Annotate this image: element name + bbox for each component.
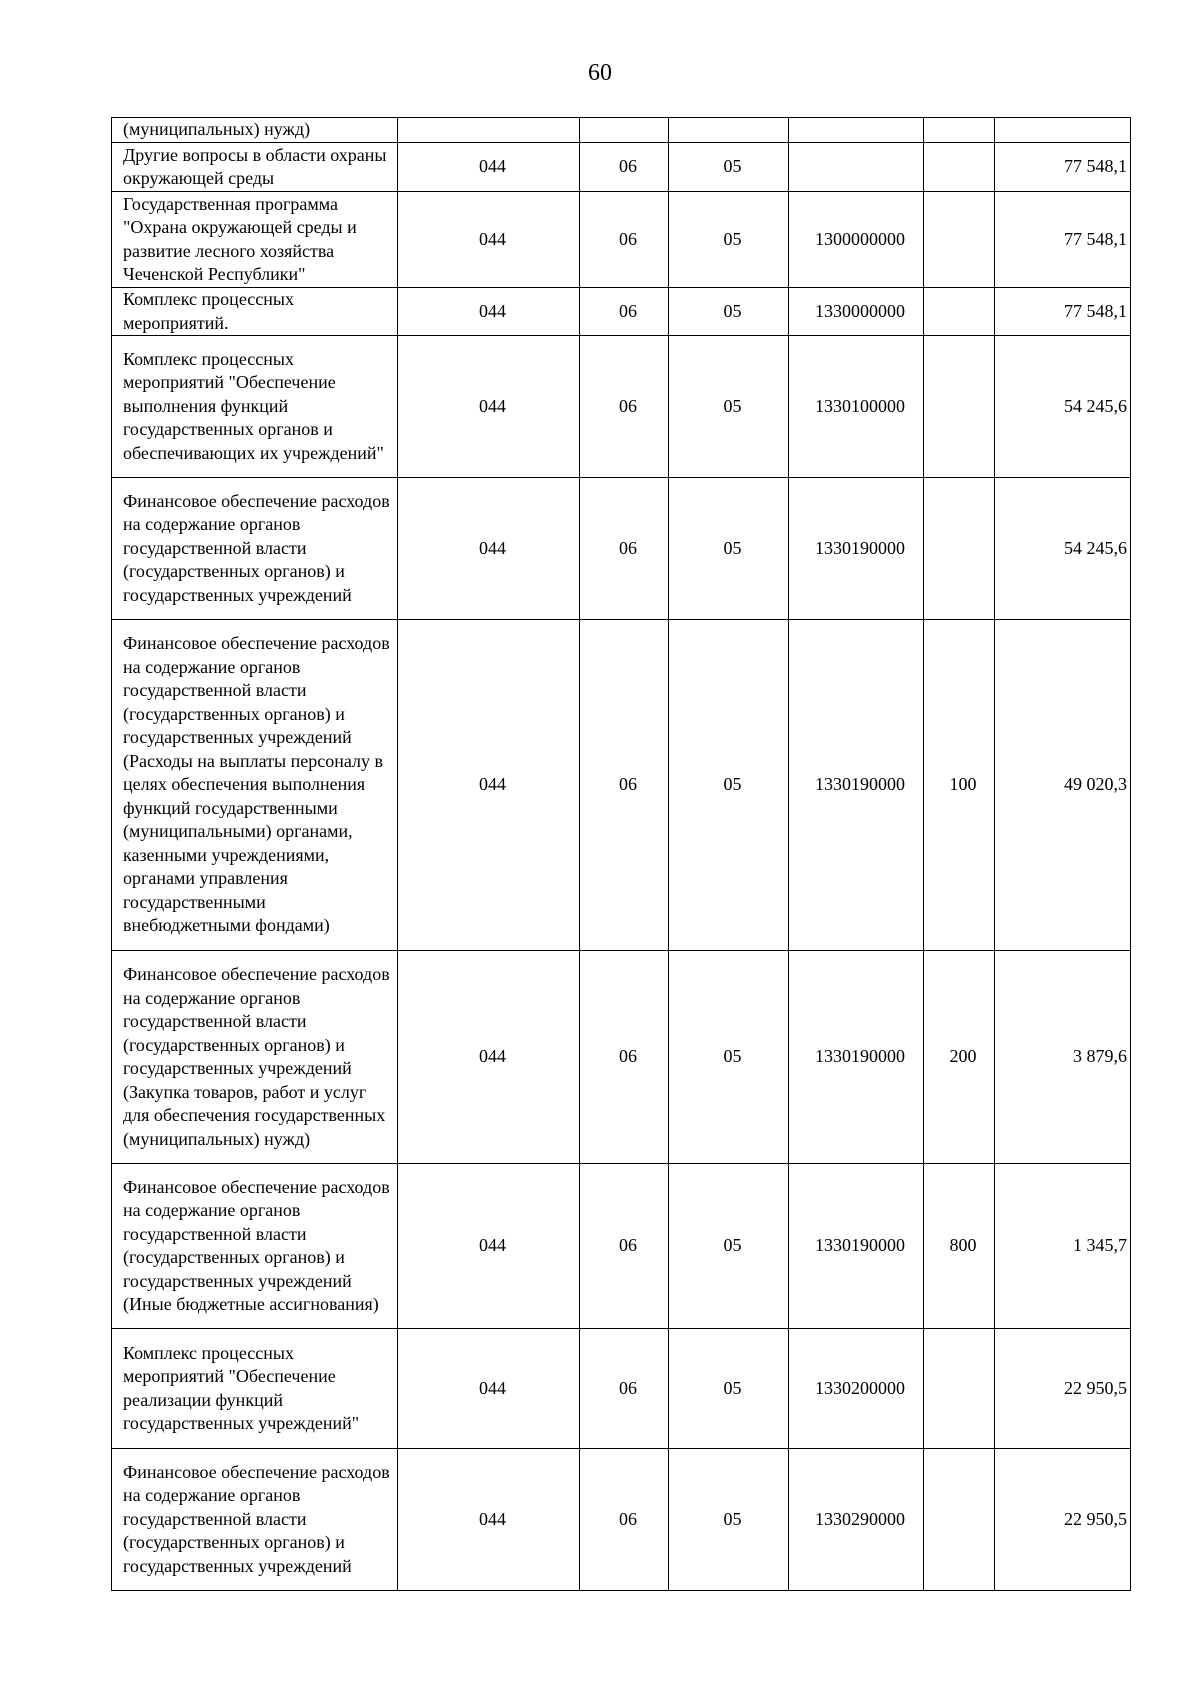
expense-type-cell [924,1449,995,1591]
section-code-cell: 06 [580,951,669,1164]
target-item-cell: 1330190000 [789,951,924,1164]
expense-type-cell [924,336,995,478]
ministry-code-cell: 044 [398,288,580,336]
target-item-cell: 1330200000 [789,1329,924,1449]
expense-name-cell: Финансовое обеспечение расходов на содержание органов государственной власти (государственных органов) и государственных учреждений (Иные бюджетные ассигнования) [112,1164,398,1329]
ministry-code-cell: 044 [398,478,580,620]
ministry-code-cell: 044 [398,1449,580,1591]
expense-name-cell: Комплекс процессных мероприятий. [112,288,398,336]
table-row [112,143,1131,192]
section-code-cell: 06 [580,143,669,192]
ministry-code-cell: 044 [398,951,580,1164]
subsection-code-cell: 05 [669,143,789,192]
ministry-code-cell: 044 [398,1164,580,1329]
section-code-cell: 06 [580,1164,669,1329]
table-row [112,1164,1131,1329]
amount-cell: 22 950,5 [995,1449,1131,1591]
subsection-code-cell: 05 [669,336,789,478]
expense-name-cell: (муниципальных) нужд) [112,118,398,143]
ministry-code-cell: 044 [398,192,580,288]
section-code-cell: 06 [580,336,669,478]
target-item-cell: 1330290000 [789,1449,924,1591]
table-row [112,1449,1131,1591]
section-code-cell [580,118,669,143]
amount-cell: 54 245,6 [995,478,1131,620]
expense-name-cell: Государственная программа "Охрана окружающей среды и развитие лесного хозяйства Чеченской Республики" [112,192,398,288]
section-code-cell: 06 [580,620,669,951]
page-number: 60 [588,60,612,86]
expense-type-cell [924,192,995,288]
subsection-code-cell: 05 [669,478,789,620]
expense-name-cell: Комплекс процессных мероприятий "Обеспечение реализации функций государственных учреждений" [112,1329,398,1449]
table-row [112,192,1131,288]
section-code-cell: 06 [580,288,669,336]
subsection-code-cell [669,118,789,143]
amount-cell [995,118,1131,143]
expense-name-cell: Другие вопросы в области охраны окружающей среды [112,143,398,192]
target-item-cell: 1330100000 [789,336,924,478]
expense-name-cell: Финансовое обеспечение расходов на содержание органов государственной власти (государственных органов) и государственных учреждений (Закупка товаров, работ и услуг для обеспечения государственных (муниципальных) нужд) [112,951,398,1164]
table-row [112,336,1131,478]
target-item-cell [789,118,924,143]
table-row [112,620,1131,951]
target-item-cell: 1330190000 [789,478,924,620]
section-code-cell: 06 [580,1329,669,1449]
budget-table [111,117,1131,1591]
expense-type-cell: 200 [924,951,995,1164]
amount-cell: 22 950,5 [995,1329,1131,1449]
target-item-cell: 1300000000 [789,192,924,288]
target-item-cell: 1330190000 [789,1164,924,1329]
expense-name-cell: Финансовое обеспечение расходов на содержание органов государственной власти (государственных органов) и государственных учреждений (Расходы на выплаты персоналу в целях обеспечения выполнения функций государственными (муниципальными) органами, казенными учреждениями, органами управления государственными внебюджетными фондами) [112,620,398,951]
table-row [112,951,1131,1164]
target-item-cell [789,143,924,192]
subsection-code-cell: 05 [669,288,789,336]
expense-type-cell: 100 [924,620,995,951]
table-row [112,1329,1131,1449]
subsection-code-cell: 05 [669,192,789,288]
subsection-code-cell: 05 [669,1329,789,1449]
expense-type-cell [924,118,995,143]
section-code-cell: 06 [580,1449,669,1591]
amount-cell: 54 245,6 [995,336,1131,478]
amount-cell: 3 879,6 [995,951,1131,1164]
subsection-code-cell: 05 [669,620,789,951]
expense-type-cell: 800 [924,1164,995,1329]
ministry-code-cell: 044 [398,1329,580,1449]
ministry-code-cell: 044 [398,336,580,478]
amount-cell: 49 020,3 [995,620,1131,951]
ministry-code-cell: 044 [398,620,580,951]
subsection-code-cell: 05 [669,1164,789,1329]
expense-type-cell [924,143,995,192]
subsection-code-cell: 05 [669,951,789,1164]
ministry-code-cell: 044 [398,143,580,192]
amount-cell: 77 548,1 [995,192,1131,288]
target-item-cell: 1330000000 [789,288,924,336]
expense-name-cell: Финансовое обеспечение расходов на содержание органов государственной власти (государственных органов) и государственных учреждений [112,478,398,620]
expense-type-cell [924,288,995,336]
target-item-cell: 1330190000 [789,620,924,951]
table-row [112,118,1131,143]
section-code-cell: 06 [580,192,669,288]
amount-cell: 77 548,1 [995,288,1131,336]
subsection-code-cell: 05 [669,1449,789,1591]
table-row [112,288,1131,336]
table-row [112,478,1131,620]
expense-type-cell [924,478,995,620]
expense-name-cell: Комплекс процессных мероприятий "Обеспечение выполнения функций государственных органов и обеспечивающих их учреждений" [112,336,398,478]
amount-cell: 1 345,7 [995,1164,1131,1329]
expense-name-cell: Финансовое обеспечение расходов на содержание органов государственной власти (государственных органов) и государственных учреждений [112,1449,398,1591]
expense-type-cell [924,1329,995,1449]
amount-cell: 77 548,1 [995,143,1131,192]
ministry-code-cell [398,118,580,143]
section-code-cell: 06 [580,478,669,620]
